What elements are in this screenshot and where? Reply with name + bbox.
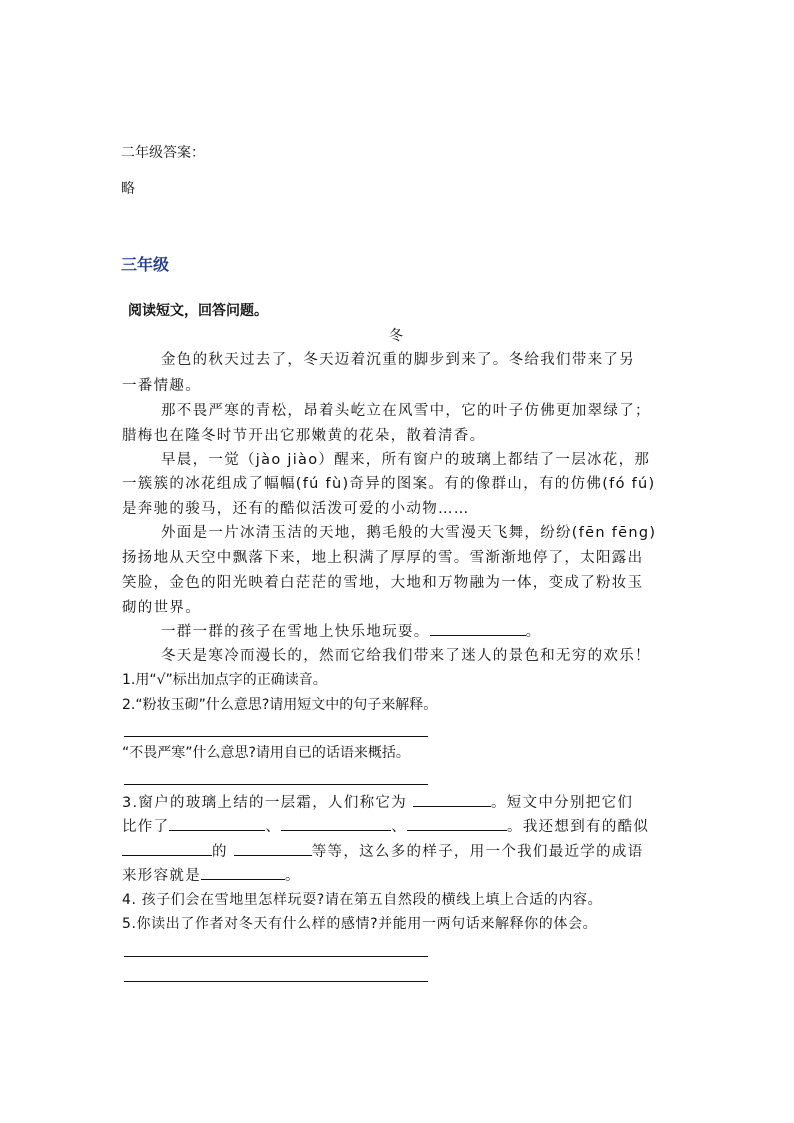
passage-line: 笑脸，金色的阳光映着白茫茫的雪地，大地和万物融为一体，变成了粉妆玉 <box>122 575 644 591</box>
question-2: 2.“粉妆玉砌”什么意思?请用短文中的句子来解释。 <box>122 697 438 713</box>
passage-line-with-blank <box>161 620 541 641</box>
passage-text: 。 <box>525 624 542 640</box>
q3-text: 的 <box>212 844 228 860</box>
passage-line: 金色的秋天过去了，冬天迈着沉重的脚步到来了。冬给我们带来了另 <box>161 352 635 368</box>
fill-blank[interactable] <box>281 816 391 831</box>
question-1: 1.用“√”标出加点字的正确读音。 <box>122 672 327 688</box>
passage-line: 腊梅也在隆冬时节开出它那嫩黄的花朵，散着清香。 <box>122 428 486 444</box>
question-5: 5.你读出了作者对冬天有什么样的感情?并能用一两句话来解释你的体会。 <box>122 916 598 932</box>
grade2-answer-heading: 二年级答案： <box>121 145 205 161</box>
fill-blank[interactable] <box>413 792 491 807</box>
q3-text: 、 <box>391 819 408 835</box>
answer-line[interactable] <box>124 956 428 957</box>
answer-line[interactable] <box>124 981 428 982</box>
q3-text: 。 <box>285 868 301 884</box>
fill-blank[interactable] <box>430 621 526 636</box>
grade2-answer: 略 <box>121 181 135 197</box>
fill-blank[interactable] <box>122 841 212 856</box>
passage-line: 那不畏严寒的青松，昂着头屹立在风雪中，它的叶子仿佛更加翠绿了； <box>161 403 651 419</box>
q3-text: 。我还想到有的酷似 <box>507 819 650 835</box>
passage-line: 是奔驰的骏马，还有的酷似活泼可爱的小动物…… <box>122 501 470 517</box>
q3-text: 3.窗户的玻璃上结的一层霜，人们称它为 <box>122 795 408 811</box>
passage-line: 外面是一片冰清玉洁的天地，鹅毛般的大雪漫天飞舞，纷纷(fēn fēng) <box>161 525 657 541</box>
question-3-line4 <box>122 864 301 885</box>
question-2b: “不畏严寒”什么意思?请用自已的话语来概括。 <box>122 745 410 761</box>
fill-blank[interactable] <box>407 816 507 831</box>
answer-line[interactable] <box>124 784 428 785</box>
q3-text: 等等，这么多的样子，用一个我们最近学的成语 <box>311 844 644 860</box>
fill-blank[interactable] <box>234 841 312 856</box>
passage-line: 冬天是寒冷而漫长的，然而它给我们带来了迷人的景色和无穷的欢乐！ <box>161 648 651 664</box>
q3-text: 、 <box>265 819 282 835</box>
answer-line[interactable] <box>124 736 428 737</box>
grade3-heading: 三年级 <box>121 255 170 274</box>
passage-line: 早晨，一觉（jào jiào）醒来，所有窗户的玻璃上都结了一层冰花，那 <box>161 452 651 468</box>
q3-text: 。短文中分别把它们 <box>490 795 634 811</box>
q3-text: 来形容就是 <box>122 868 201 884</box>
passage-text: 一群一群的孩子在雪地上快乐地玩耍。 <box>161 624 430 640</box>
question-4: 4. 孩子们会在雪地里怎样玩耍?请在第五自然段的横线上填上合适的内容。 <box>122 892 603 908</box>
fill-blank[interactable] <box>201 865 285 880</box>
question-3-line1 <box>122 791 633 812</box>
question-3-line2 <box>122 815 649 836</box>
question-3-line3 <box>122 840 644 861</box>
passage-line: 一簇簇的冰花组成了幅幅(fú fù)奇异的图案。有的像群山，有的仿佛(fó fú) <box>122 476 656 492</box>
passage-line: 一番情趣。 <box>122 378 201 394</box>
instruction: 阅读短文，回答问题。 <box>128 303 268 319</box>
q3-text: 比作了 <box>122 819 170 835</box>
passage-line: 扬扬地从天空中飘落下来，地上积满了厚厚的雪。雪渐渐地停了，太阳露出 <box>122 550 644 566</box>
passage-line: 砌的世界。 <box>122 600 201 616</box>
fill-blank[interactable] <box>169 816 265 831</box>
passage-title: 冬 <box>389 328 403 344</box>
